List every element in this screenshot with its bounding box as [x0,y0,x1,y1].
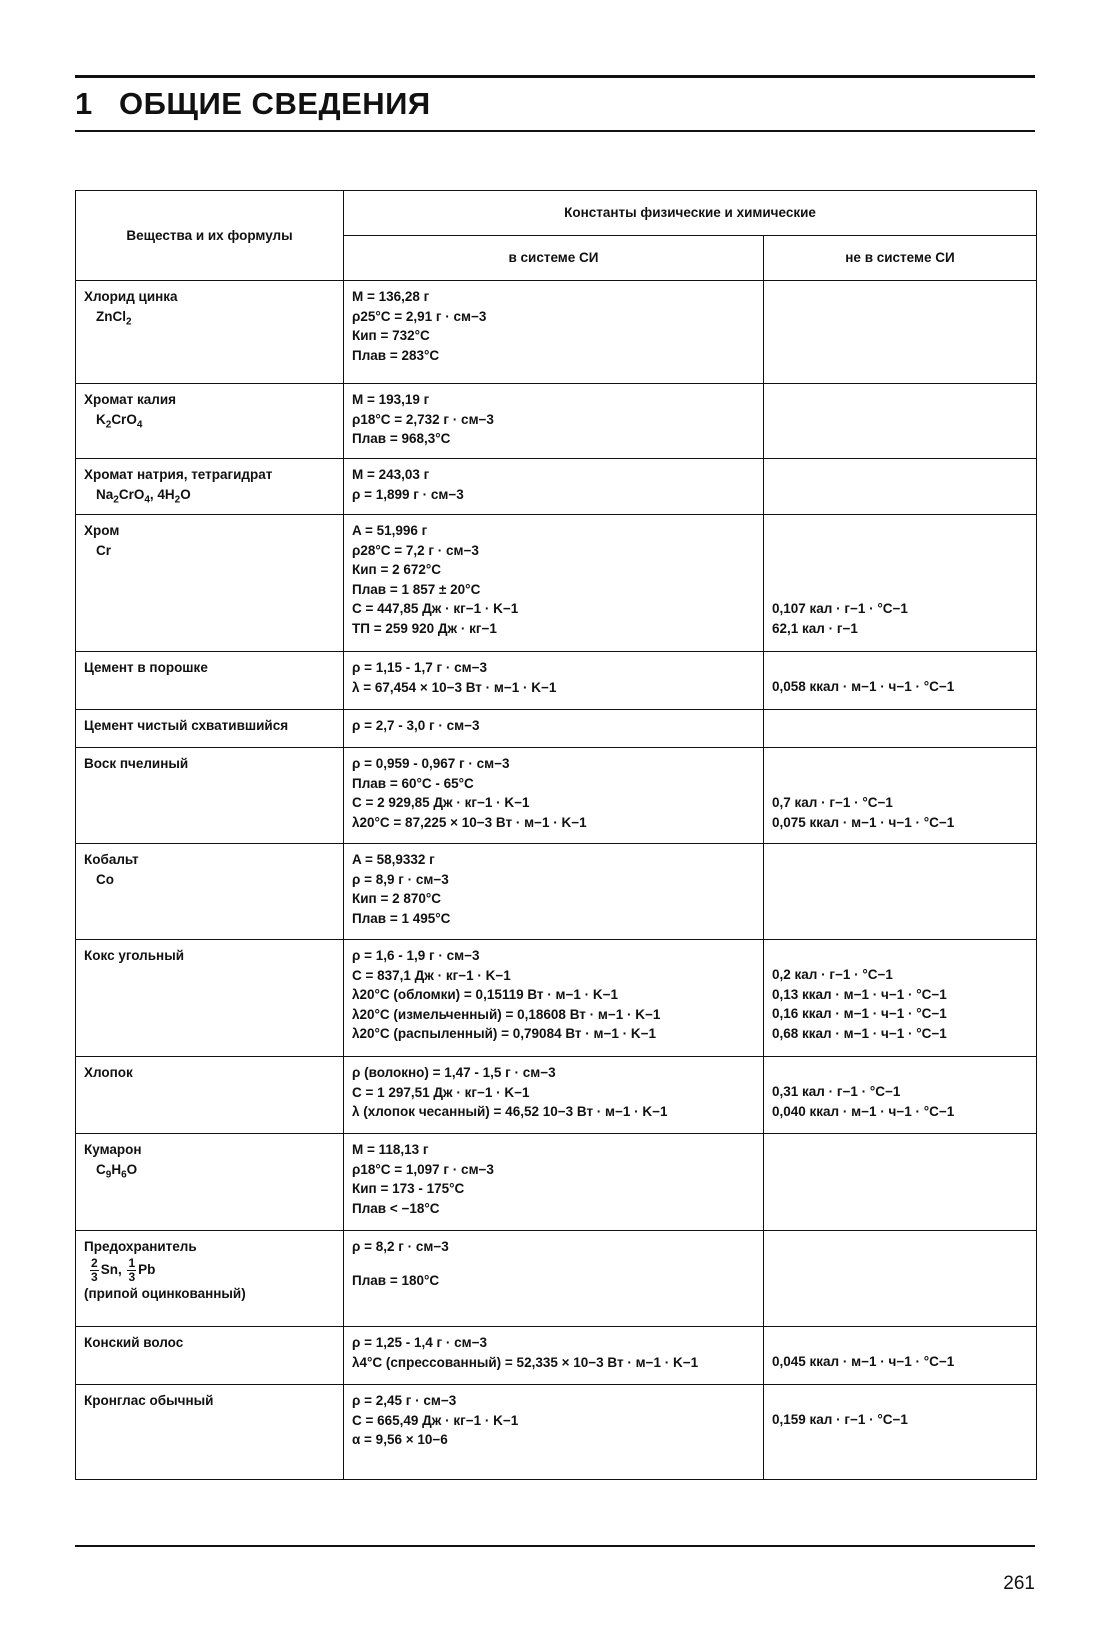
chapter-number: 1 [75,86,93,121]
substance-name: Кобальт [84,852,139,867]
si-value: ρ18°C = 2,732 г · см−3 [352,411,494,427]
si-value: M = 118,13 г [352,1142,429,1157]
si-value: A = 51,996 г [352,523,428,538]
si-cell [344,1134,764,1231]
substance-name: Конский волос [84,1335,184,1350]
substance-name: Хромат калия [84,392,177,407]
nonsi-value: 0,058 ккал · м−1 · ч−1 · °C−1 [772,679,955,694]
si-value: C = 1 297,51 Дж · кг−1 · K−1 [352,1084,530,1100]
nonsi-cell [764,844,1037,940]
substance-formula: Cr [96,542,112,558]
nonsi-value: 62,1 кал · г−1 [772,620,858,636]
table-row [76,459,1037,515]
substance-cell [76,748,344,844]
si-value: Кип = 732°C [352,328,430,343]
si-value: λ20°C (распыленный) = 0,79084 Вт · м−1 · K−1 [352,1026,657,1041]
si-value: Плав = 968,3°C [352,431,451,446]
substance-cell [76,1327,344,1385]
substance-cell [76,844,344,940]
table-row [76,1385,1037,1480]
col-header-si: в системе СИ [344,236,764,281]
table-row [76,281,1037,384]
nonsi-cell [764,940,1037,1057]
table-row [76,844,1037,940]
nonsi-value: 0,16 ккал · м−1 · ч−1 · °C−1 [772,1006,947,1021]
table-row [76,1057,1037,1134]
substance-name: Кумарон [84,1142,142,1157]
chapter-heading [75,86,431,122]
si-cell [344,940,764,1057]
nonsi-cell [764,281,1037,384]
substance-name: Хлорид цинка [84,289,178,304]
nonsi-value: 0,040 ккал · м−1 · ч−1 · °C−1 [772,1103,955,1119]
si-value: ТП = 259 920 Дж · кг−1 [352,620,497,636]
substance-formula: $K_2CrO_4$ [96,411,143,431]
si-value: Плав = 1 857 ± 20°C [352,581,481,597]
si-value: Кип = 2 672°C [352,562,442,577]
heading-underline [75,130,1035,132]
si-value: ρ = 1,15 - 1,7 г · см−3 [352,660,488,675]
nonsi-value: 0,31 кал · г−1 · °C−1 [772,1084,901,1099]
si-value: ρ = 1,6 - 1,9 г · см−3 [352,948,480,963]
nonsi-cell [764,515,1037,652]
si-value: C = 837,1 Дж · кг−1 · K−1 [352,967,511,983]
substance-cell [76,459,344,515]
substance-cell [76,515,344,652]
si-value: λ (хлопок чесанный) = 46,52 10−3 Вт · м−1 · K−1 [352,1104,668,1119]
si-cell [344,710,764,748]
footer-rule [75,1545,1035,1547]
substance-cell [76,384,344,459]
substance-name: Кокс угольный [84,948,185,963]
nonsi-value: 0,107 кал · г−1 · °C−1 [772,601,908,616]
substance-cell [76,1231,344,1327]
si-value: ρ = 8,2 г · см−3 [352,1239,449,1254]
substance-formula: $C_9H_6O$ [96,1161,138,1181]
si-value: Кип = 2 870°C [352,891,442,906]
substance-note: (припой оцинкованный) [84,1285,246,1301]
substance-name: Цемент чистый схватившийся [84,718,289,733]
nonsi-cell [764,748,1037,844]
si-value: α = 9,56 × 10−6 [352,1432,448,1447]
substance-cell [76,1134,344,1231]
nonsi-cell [764,1134,1037,1231]
nonsi-value: 0,68 ккал · м−1 · ч−1 · °C−1 [772,1025,947,1041]
substance-cell [76,710,344,748]
substance-cell [76,940,344,1057]
si-cell [344,384,764,459]
top-rule [75,75,1035,78]
nonsi-cell [764,652,1037,710]
si-cell [344,1231,764,1327]
constants-table [75,190,1037,1480]
si-value: ρ = 1,899 г · см−3 [352,486,464,502]
si-value: M = 243,03 г [352,467,430,482]
substance-name: Хлопок [84,1065,133,1080]
si-value: Плав = 283°C [352,347,440,363]
si-value: C = 447,85 Дж · кг−1 · K−1 [352,601,519,616]
col-header-constants: Константы физические и химические [344,191,1037,236]
nonsi-cell [764,710,1037,748]
si-value: Кип = 173 - 175°C [352,1181,465,1196]
nonsi-value: 0,075 ккал · м−1 · ч−1 · °C−1 [772,814,955,830]
chapter-title: ОБЩИЕ СВЕДЕНИЯ [119,86,431,121]
table-row [76,515,1037,652]
si-value: M = 136,28 г [352,289,430,304]
si-value: λ = 67,454 × 10−3 Вт · м−1 · K−1 [352,679,557,695]
substance-formula: Co [96,871,114,887]
table-row [76,1327,1037,1385]
table-row [76,940,1037,1057]
si-cell [344,652,764,710]
si-cell [344,281,764,384]
nonsi-value: 0,159 кал · г−1 · °C−1 [772,1412,908,1427]
si-cell [344,748,764,844]
si-cell [344,459,764,515]
si-value: ρ28°C = 7,2 г · см−3 [352,542,479,558]
nonsi-cell [764,1231,1037,1327]
table-row [76,748,1037,844]
si-value: Плав = 1 495°C [352,910,451,926]
substance-cell [76,1057,344,1134]
table-row [76,710,1037,748]
substance-name: Предохранитель [84,1239,197,1254]
si-value: ρ = 0,959 - 0,967 г · см−3 [352,756,510,771]
si-cell [344,515,764,652]
nonsi-value: 0,7 кал · г−1 · °C−1 [772,795,893,810]
si-value: A = 58,9332 г [352,852,435,867]
nonsi-cell [764,459,1037,515]
si-cell [344,844,764,940]
si-value: ρ = 8,9 г · см−3 [352,871,449,887]
nonsi-value: 0,2 кал · г−1 · °C−1 [772,967,893,982]
substance-formula: $Na_2CrO_4$, $4H_2O$ [96,486,191,506]
substance-formula: $\frac{2}{3}$ Sn, $\frac{1}{3}$ Pb [91,1255,156,1284]
substance-formula: ZnCl$_2$ [96,308,132,328]
si-cell [344,1327,764,1385]
si-value: ρ (волокно) = 1,47 - 1,5 г · см−3 [352,1065,556,1080]
substance-cell [76,281,344,384]
si-cell [344,1385,764,1480]
si-value: ρ = 1,25 - 1,4 г · см−3 [352,1335,488,1350]
nonsi-cell [764,1327,1037,1385]
si-value: M = 193,19 г [352,392,430,407]
si-value: λ20°C = 87,225 × 10−3 Вт · м−1 · K−1 [352,814,587,830]
si-value: ρ = 2,45 г · см−3 [352,1393,457,1408]
si-value: Плав = 180°C [352,1272,440,1288]
si-value: C = 665,49 Дж · кг−1 · K−1 [352,1412,519,1428]
si-value: λ20°C (измельченный) = 0,18608 Вт · м−1 · K−1 [352,1006,661,1022]
si-value: Плав = 60°C - 65°C [352,775,474,791]
si-value: C = 2 929,85 Дж · кг−1 · K−1 [352,795,530,810]
si-value: λ4°C (спрессованный) = 52,335 × 10−3 Вт · м−1 · K−1 [352,1354,699,1370]
si-value: Плав < −18°C [352,1200,440,1216]
si-value: ρ18°C = 1,097 г · см−3 [352,1161,494,1177]
si-value: ρ25°C = 2,91 г · см−3 [352,308,487,324]
col-header-nonsi: не в системе СИ [764,236,1037,281]
substance-cell [76,652,344,710]
nonsi-cell [764,384,1037,459]
nonsi-cell [764,1057,1037,1134]
substance-name: Воск пчелиный [84,756,189,771]
substance-name: Хромат натрия, тетрагидрат [84,467,273,482]
si-value: λ20°C (обломки) = 0,15119 Вт · м−1 · K−1 [352,987,619,1002]
si-cell [344,1057,764,1134]
si-value: ρ = 2,7 - 3,0 г · см−3 [352,718,480,733]
nonsi-value: 0,13 ккал · м−1 · ч−1 · °C−1 [772,986,947,1002]
table-row [76,1134,1037,1231]
table-row [76,652,1037,710]
page-number: 261 [1003,1573,1035,1594]
substance-name: Кронглас обычный [84,1393,214,1408]
nonsi-value: 0,045 ккал · м−1 · ч−1 · °C−1 [772,1354,955,1369]
table-row [76,384,1037,459]
substance-cell [76,1385,344,1480]
substance-name: Цемент в порошке [84,660,208,675]
col-header-substances: Вещества и их формулы [76,191,344,281]
nonsi-cell [764,1385,1037,1480]
table-row [76,1231,1037,1327]
substance-name: Хром [84,523,120,538]
